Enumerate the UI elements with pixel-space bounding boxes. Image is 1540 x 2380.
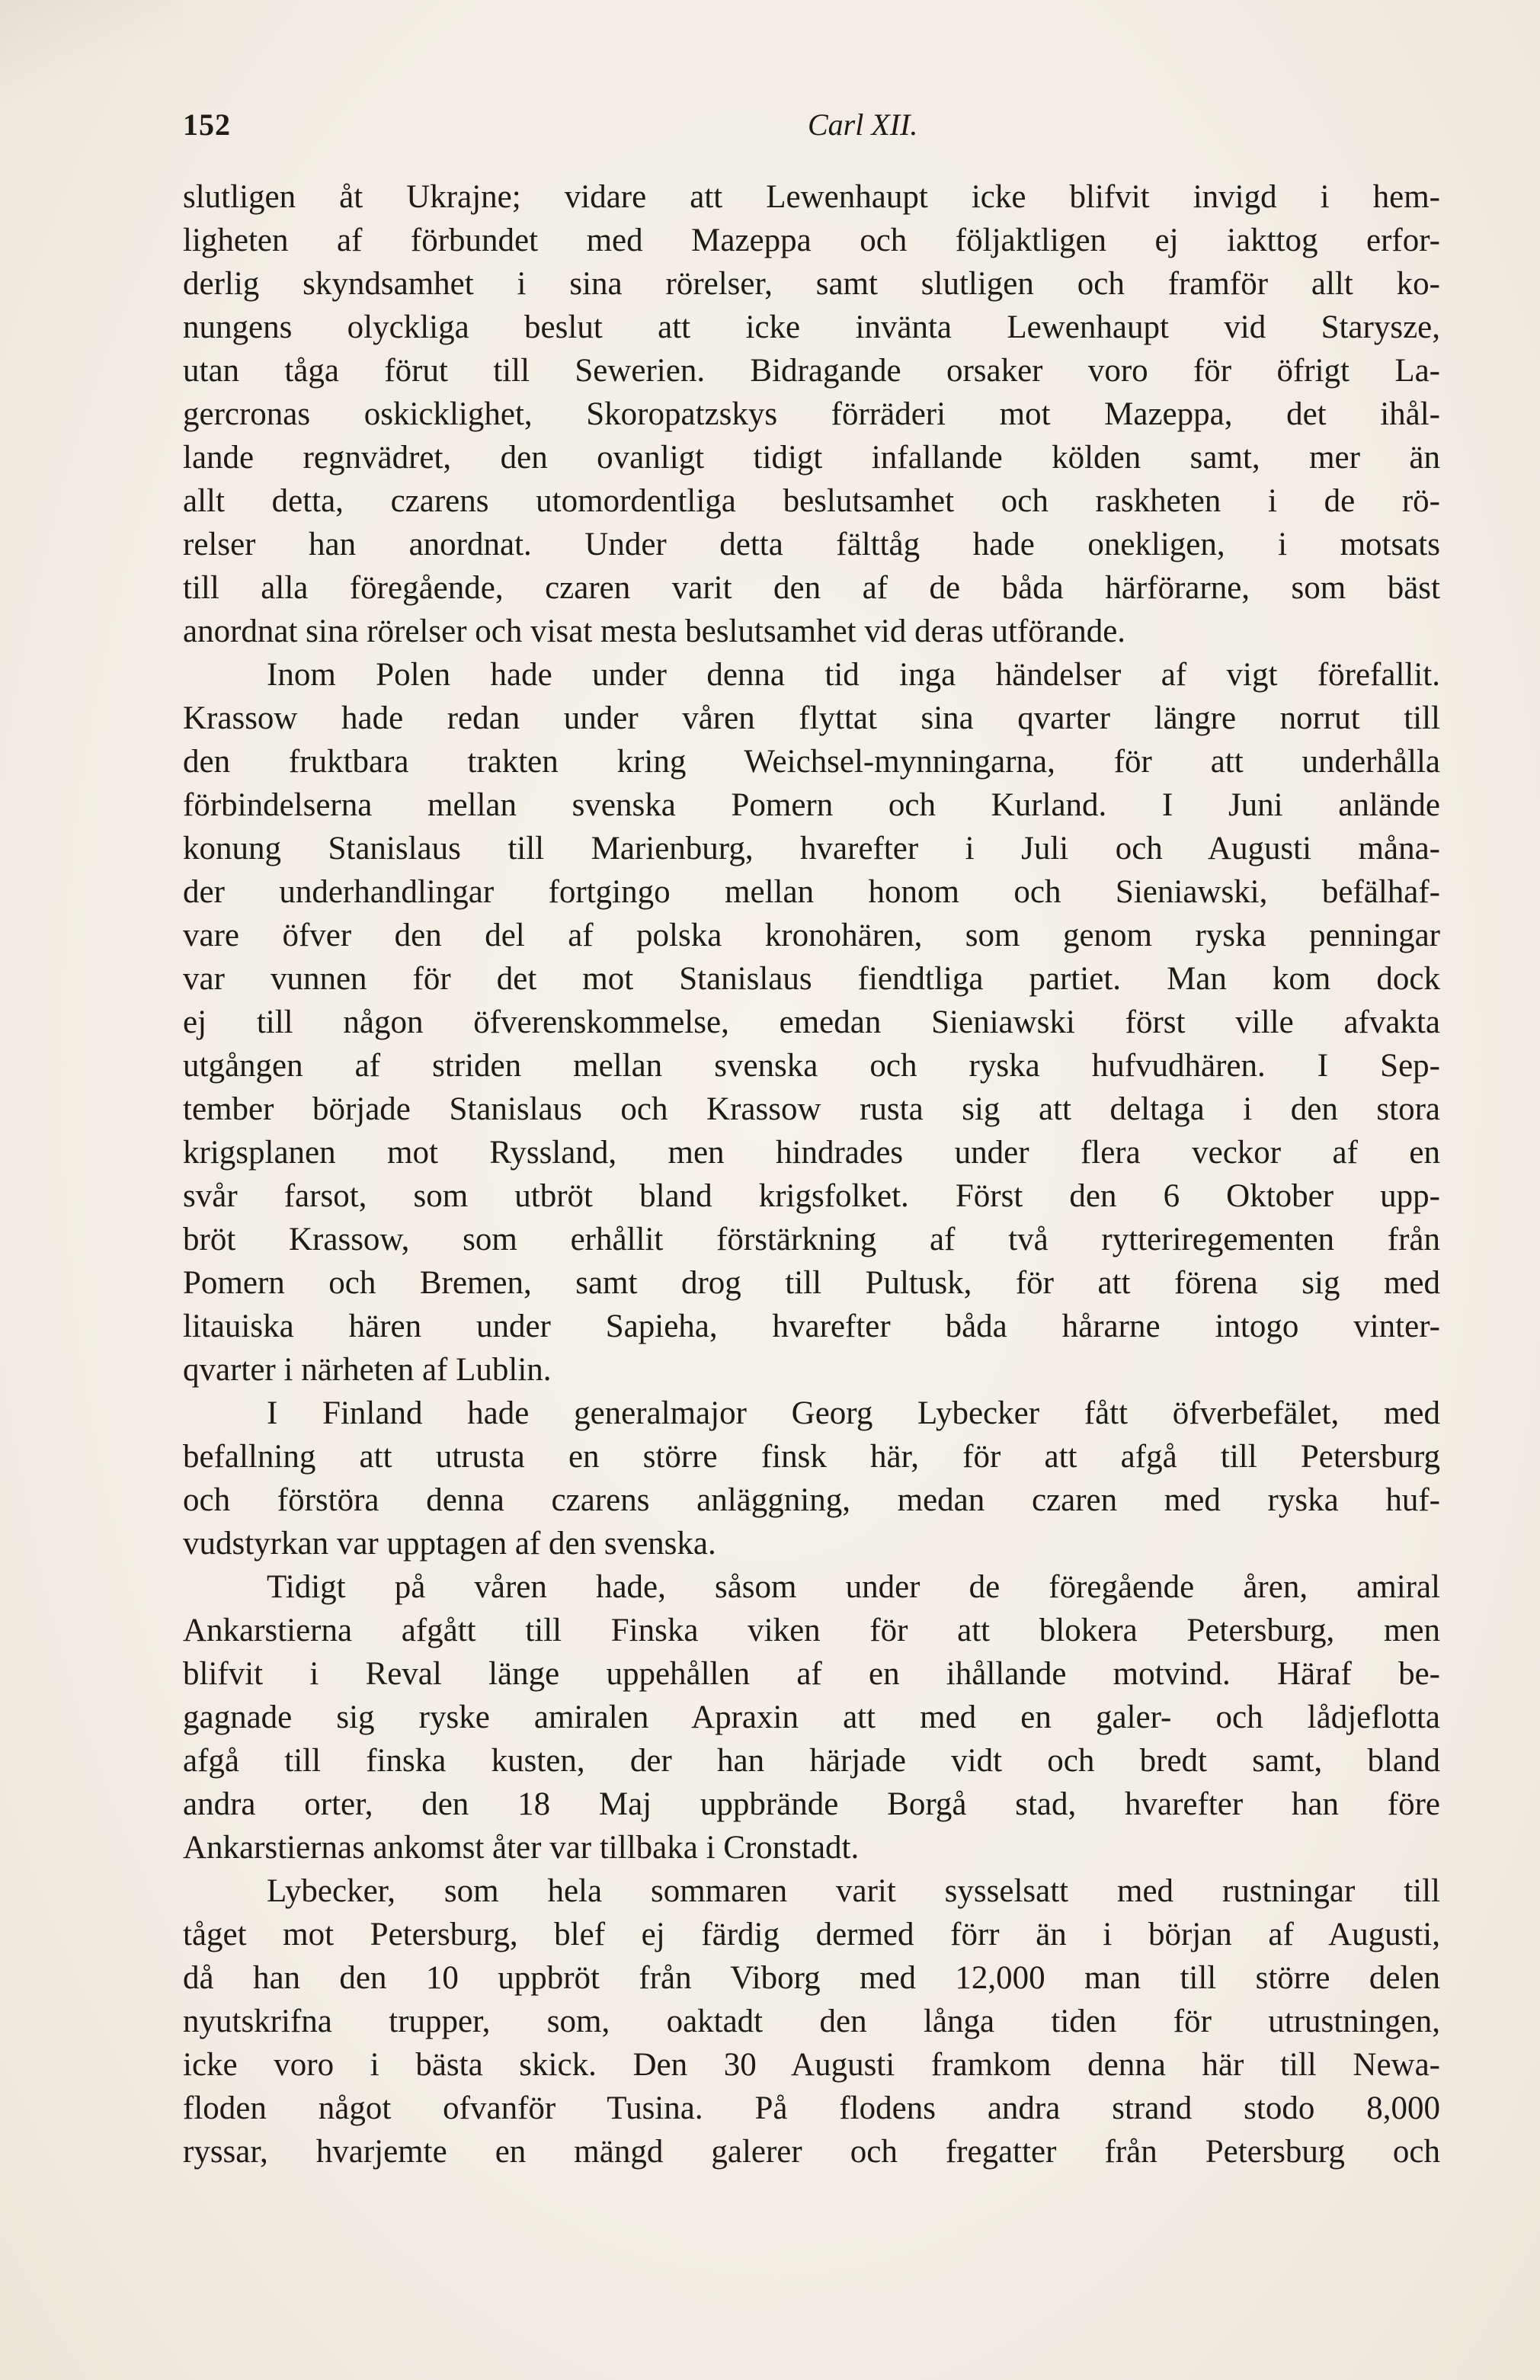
text-line: svår farsot, som utbröt bland krigsfolket. Först den 6 Oktober upp- [183,1178,1440,1214]
text-line: nungens olyckliga beslut att icke invänta Lewenhaupt vid Starysze, [183,309,1440,345]
text-line: vare öfver den del af polska kronohären, som genom ryska penningar [183,918,1440,953]
text-line: tember började Stanislaus och Krassow rusta sig att deltaga i den stora [183,1091,1440,1127]
text-line: andra orter, den 18 Maj uppbrände Borgå stad, hvarefter han före [183,1786,1440,1822]
text-line: blifvit i Reval länge uppehållen af en ihållande motvind. Häraf be- [183,1656,1440,1692]
text-line: till alla föregående, czaren varit den af de båda härförarne, som bäst [183,570,1440,606]
text-line: litauiska hären under Sapieha, hvarefter båda hårarne intogo vinter- [183,1309,1440,1344]
text-line: afgå till finska kusten, der han härjade vidt och bredt samt, bland [183,1743,1440,1779]
text-line: gercronas oskicklighet, Skoropatzskys förräderi mot Mazeppa, det ihål- [183,396,1440,432]
text-line: Tidigt på våren hade, såsom under de föregående åren, amiral [267,1569,1440,1605]
page-header [183,107,1440,152]
text-line: utan tåga förut till Sewerien. Bidragande orsaker voro för öfrigt La- [183,353,1440,389]
text-line: lande regnvädret, den ovanligt tidigt infallande kölden samt, mer än [183,440,1440,476]
text-line: tåget mot Petersburg, blef ej färdig dermed förr än i början af Augusti, [183,1917,1440,1952]
body-text [183,175,1440,2173]
text-line: konung Stanislaus till Marienburg, hvarefter i Juli och Augusti måna- [183,831,1440,866]
text-line: Ankarstierna afgått till Finska viken för att blokera Petersburg, men [183,1613,1440,1648]
text-line: derlig skyndsamhet i sina rörelser, samt slutligen och framför allt ko- [183,266,1440,302]
text-line: krigsplanen mot Ryssland, men hindrades under flera veckor af en [183,1135,1440,1171]
text-line: relser han anordnat. Under detta fälttåg hade onekligen, i motsats [183,527,1440,562]
text-line: icke voro i bästa skick. Den 30 Augusti framkom denna här till Newa- [183,2047,1440,2083]
text-line: Krassow hade redan under våren flyttat sina qvarter längre norrut till [183,700,1440,736]
text-line: anordnat sina rörelser och visat mesta beslutsamhet vid deras utförande. [183,613,1126,649]
running-title: Carl XII. [808,107,918,142]
text-line: var vunnen för det mot Stanislaus fiendtliga partiet. Man kom dock [183,961,1440,997]
text-line: ej till någon öfverenskommelse, emedan Sieniawski först ville afvakta [183,1004,1440,1040]
text-line: den fruktbara trakten kring Weichsel-mynningarna, för att underhålla [183,744,1440,780]
text-line: floden något ofvanför Tusina. På flodens andra strand stodo 8,000 [183,2090,1440,2126]
text-line: befallning att utrusta en större finsk här, för att afgå till Petersburg [183,1439,1440,1475]
text-line: nyutskrifna trupper, som, oaktadt den långa tiden för utrustningen, [183,2004,1440,2039]
text-line: allt detta, czarens utomordentliga beslutsamhet och raskheten i de rö- [183,483,1440,519]
text-line: bröt Krassow, som erhållit förstärkning af två rytteriregementen från [183,1222,1440,1257]
text-line: qvarter i närheten af Lublin. [183,1352,552,1388]
text-line: förbindelserna mellan svenska Pomern och Kurland. I Juni anlände [183,787,1440,823]
text-line: Lybecker, som hela sommaren varit sysselsatt med rustningar till [267,1873,1440,1909]
text-line: der underhandlingar fortgingo mellan honom och Sieniawski, befälhaf- [183,874,1440,910]
text-line: gagnade sig ryske amiralen Apraxin att med en galer- och lådjeflotta [183,1699,1440,1735]
text-line: I Finland hade generalmajor Georg Lybecker fått öfverbefälet, med [267,1395,1440,1431]
page-corner-shadow [0,0,183,114]
text-line: vudstyrkan var upptagen af den svenska. [183,1526,716,1562]
text-line: ryssar, hvarjemte en mängd galerer och fregatter från Petersburg och [183,2134,1440,2170]
text-line: och förstöra denna czarens anläggning, medan czaren med ryska huf- [183,1482,1440,1518]
text-line: Ankarstiernas ankomst åter var tillbaka i Cronstadt. [183,1830,860,1866]
text-line: då han den 10 uppbröt från Viborg med 12,000 man till större delen [183,1960,1440,1996]
text-line: Pomern och Bremen, samt drog till Pultusk, för att förena sig med [183,1265,1440,1301]
text-line: utgången af striden mellan svenska och ryska hufvudhären. I Sep- [183,1048,1440,1084]
page-number: 152 [183,107,231,142]
text-line: slutligen åt Ukrajne; vidare att Lewenhaupt icke blifvit invigd i hem- [183,179,1440,215]
text-line: Inom Polen hade under denna tid inga händelser af vigt förefallit. [267,657,1440,693]
text-line: ligheten af förbundet med Mazeppa och följaktligen ej iakttog erfor- [183,223,1440,258]
